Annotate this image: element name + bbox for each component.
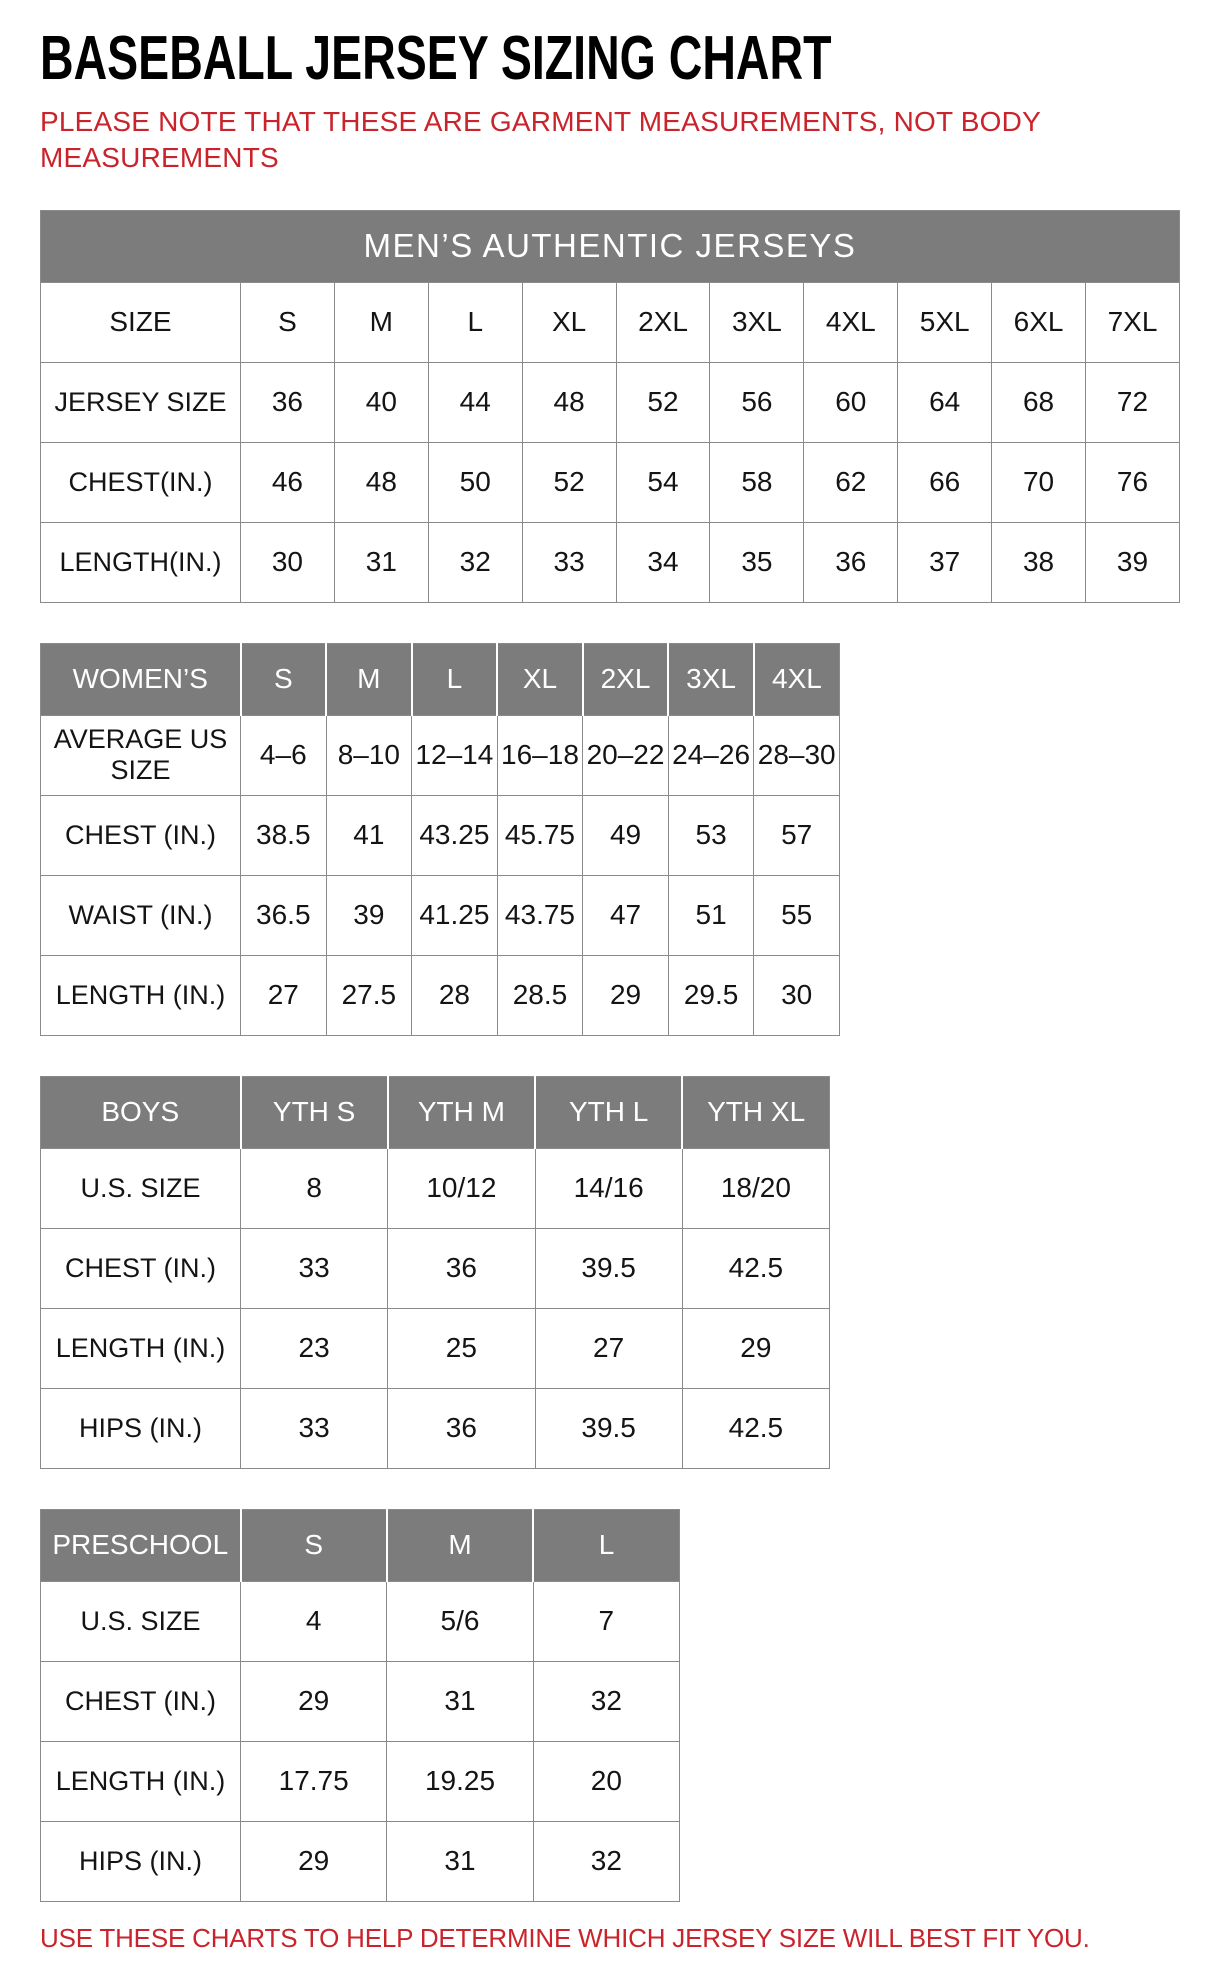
garment-measurement-note: PLEASE NOTE THAT THESE ARE GARMENT MEASUREMENTS, NOT BODY MEASUREMENTS [40,106,1041,173]
table-row [41,442,1180,522]
row-label: CHEST (IN.) [41,1661,241,1741]
size-cell: 30 [754,955,840,1035]
size-cell: 30 [241,522,335,602]
size-cell: 45.75 [497,795,583,875]
size-cell: 8 [241,1148,388,1228]
size-cell: 31 [387,1661,533,1741]
table-row [41,955,840,1035]
size-cell: 29 [583,955,669,1035]
row-label: LENGTH (IN.) [41,1308,241,1388]
size-cell: 35 [710,522,804,602]
size-cell: 29.5 [668,955,754,1035]
row-label: U.S. SIZE [41,1148,241,1228]
size-cell: 55 [754,875,840,955]
table-row [41,1308,830,1388]
size-cell: 62 [804,442,898,522]
size-cell: 60 [804,362,898,442]
table-row [41,522,1180,602]
table-row [41,1388,830,1468]
size-cell: 7 [533,1581,679,1661]
column-header: 5XL [898,282,992,362]
row-label: LENGTH(IN.) [41,522,241,602]
table-row [41,362,1180,442]
size-cell: 36 [241,362,335,442]
page-title [40,24,1180,93]
size-cell: 53 [668,795,754,875]
row-label: LENGTH (IN.) [41,955,241,1035]
size-cell: 56 [710,362,804,442]
table-row [41,1661,680,1741]
size-cell: 50 [428,442,522,522]
row-label: JERSEY SIZE [41,362,241,442]
size-cell: 29 [241,1661,387,1741]
size-cell: 36 [388,1228,535,1308]
size-cell: 36 [388,1388,535,1468]
size-cell: 33 [522,522,616,602]
size-cell: 28 [412,955,498,1035]
column-header: 2XL [616,282,710,362]
mens-authentic-banner: MEN’S AUTHENTIC JERSEYS [41,210,1180,282]
column-header: 6XL [992,282,1086,362]
size-cell: 57 [754,795,840,875]
row-label: HIPS (IN.) [41,1821,241,1901]
column-header: XL [497,643,583,715]
size-cell: 12–14 [412,715,498,795]
column-header: L [412,643,498,715]
size-cell: 76 [1086,442,1180,522]
size-cell: 68 [992,362,1086,442]
size-cell: 39 [326,875,412,955]
column-header: 7XL [1086,282,1180,362]
column-header: YTH S [241,1076,388,1148]
size-cell: 34 [616,522,710,602]
size-cell: 5/6 [387,1581,533,1661]
row-label: HIPS (IN.) [41,1388,241,1468]
row-label: U.S. SIZE [41,1581,241,1661]
row-label: LENGTH (IN.) [41,1741,241,1821]
size-cell: 48 [522,362,616,442]
header-label: WOMEN’S [41,643,241,715]
size-cell: 44 [428,362,522,442]
column-header: S [241,643,327,715]
size-cell: 36.5 [241,875,327,955]
header-row [41,282,1180,362]
size-cell: 41.25 [412,875,498,955]
size-cell: 24–26 [668,715,754,795]
size-cell: 70 [992,442,1086,522]
size-cell: 52 [616,362,710,442]
size-cell: 23 [241,1308,388,1388]
column-header: S [241,1509,387,1581]
column-header: 3XL [710,282,804,362]
table-row [41,1741,680,1821]
size-cell: 4–6 [241,715,327,795]
size-cell: 42.5 [682,1388,829,1468]
size-cell: 14/16 [535,1148,682,1228]
size-cell: 48 [334,442,428,522]
boys-sizing-table-section [40,1076,830,1469]
preschool-table [40,1509,680,1902]
table-row [41,875,840,955]
size-cell: 33 [241,1228,388,1308]
column-header: 2XL [583,643,669,715]
table-row [41,1228,830,1308]
size-cell: 20–22 [583,715,669,795]
header-label: BOYS [41,1076,241,1148]
table-row [41,1821,680,1901]
size-cell: 36 [804,522,898,602]
column-header: 3XL [668,643,754,715]
preschool-sizing-table-section [40,1509,680,1902]
size-cell: 54 [616,442,710,522]
size-cell: 32 [428,522,522,602]
size-cell: 32 [533,1661,679,1741]
size-cell: 31 [387,1821,533,1901]
size-cell: 4 [241,1581,387,1661]
size-cell: 32 [533,1821,679,1901]
mens-authentic-table [40,210,1180,603]
column-header: YTH XL [682,1076,829,1148]
table-row [41,795,840,875]
column-header: L [533,1509,679,1581]
size-cell: 16–18 [497,715,583,795]
size-cell: 33 [241,1388,388,1468]
size-cell: 52 [522,442,616,522]
size-cell: 72 [1086,362,1180,442]
row-label: CHEST(IN.) [41,442,241,522]
size-cell: 58 [710,442,804,522]
header-label: SIZE [41,282,241,362]
size-cell: 27 [535,1308,682,1388]
size-cell: 42.5 [682,1228,829,1308]
size-cell: 20 [533,1741,679,1821]
size-cell: 8–10 [326,715,412,795]
size-cell: 29 [682,1308,829,1388]
womens-table [40,643,840,1036]
size-cell: 38.5 [241,795,327,875]
fit-advice-note: USE THESE CHARTS TO HELP DETERMINE WHICH JERSEY SIZE WILL BEST FIT YOU. [40,1922,1090,1953]
row-label: AVERAGE US SIZE [41,715,241,795]
size-cell: 41 [326,795,412,875]
table-row [41,715,840,795]
size-cell: 47 [583,875,669,955]
header-row [41,643,840,715]
size-cell: 17.75 [241,1741,387,1821]
table-banner-row [41,210,1180,282]
column-header: YTH L [535,1076,682,1148]
size-cell: 28–30 [754,715,840,795]
mens-sizing-table-section [40,210,1180,603]
column-header: 4XL [804,282,898,362]
size-cell: 39.5 [535,1388,682,1468]
table-row [41,1148,830,1228]
size-cell: 31 [334,522,428,602]
size-cell: 19.25 [387,1741,533,1821]
size-cell: 10/12 [388,1148,535,1228]
womens-sizing-table-section [40,643,840,1036]
page-title-text: BASEBALL JERSEY SIZING CHART [40,24,832,93]
size-cell: 39.5 [535,1228,682,1308]
size-cell: 39 [1086,522,1180,602]
row-label: CHEST (IN.) [41,795,241,875]
size-cell: 40 [334,362,428,442]
column-header: XL [522,282,616,362]
size-cell: 66 [898,442,992,522]
column-header: L [428,282,522,362]
column-header: S [241,282,335,362]
size-cell: 38 [992,522,1086,602]
size-cell: 25 [388,1308,535,1388]
column-header: M [334,282,428,362]
size-cell: 27.5 [326,955,412,1035]
size-cell: 46 [241,442,335,522]
row-label: CHEST (IN.) [41,1228,241,1308]
size-cell: 64 [898,362,992,442]
size-cell: 29 [241,1821,387,1901]
boys-table [40,1076,830,1469]
size-cell: 27 [241,955,327,1035]
size-cell: 51 [668,875,754,955]
column-header: 4XL [754,643,840,715]
size-cell: 28.5 [497,955,583,1035]
header-row [41,1509,680,1581]
size-cell: 43.75 [497,875,583,955]
size-cell: 18/20 [682,1148,829,1228]
header-label: PRESCHOOL [41,1509,241,1581]
size-cell: 49 [583,795,669,875]
table-row [41,1581,680,1661]
column-header: YTH M [388,1076,535,1148]
size-cell: 43.25 [412,795,498,875]
row-label: WAIST (IN.) [41,875,241,955]
column-header: M [387,1509,533,1581]
column-header: M [326,643,412,715]
size-cell: 37 [898,522,992,602]
header-row [41,1076,830,1148]
